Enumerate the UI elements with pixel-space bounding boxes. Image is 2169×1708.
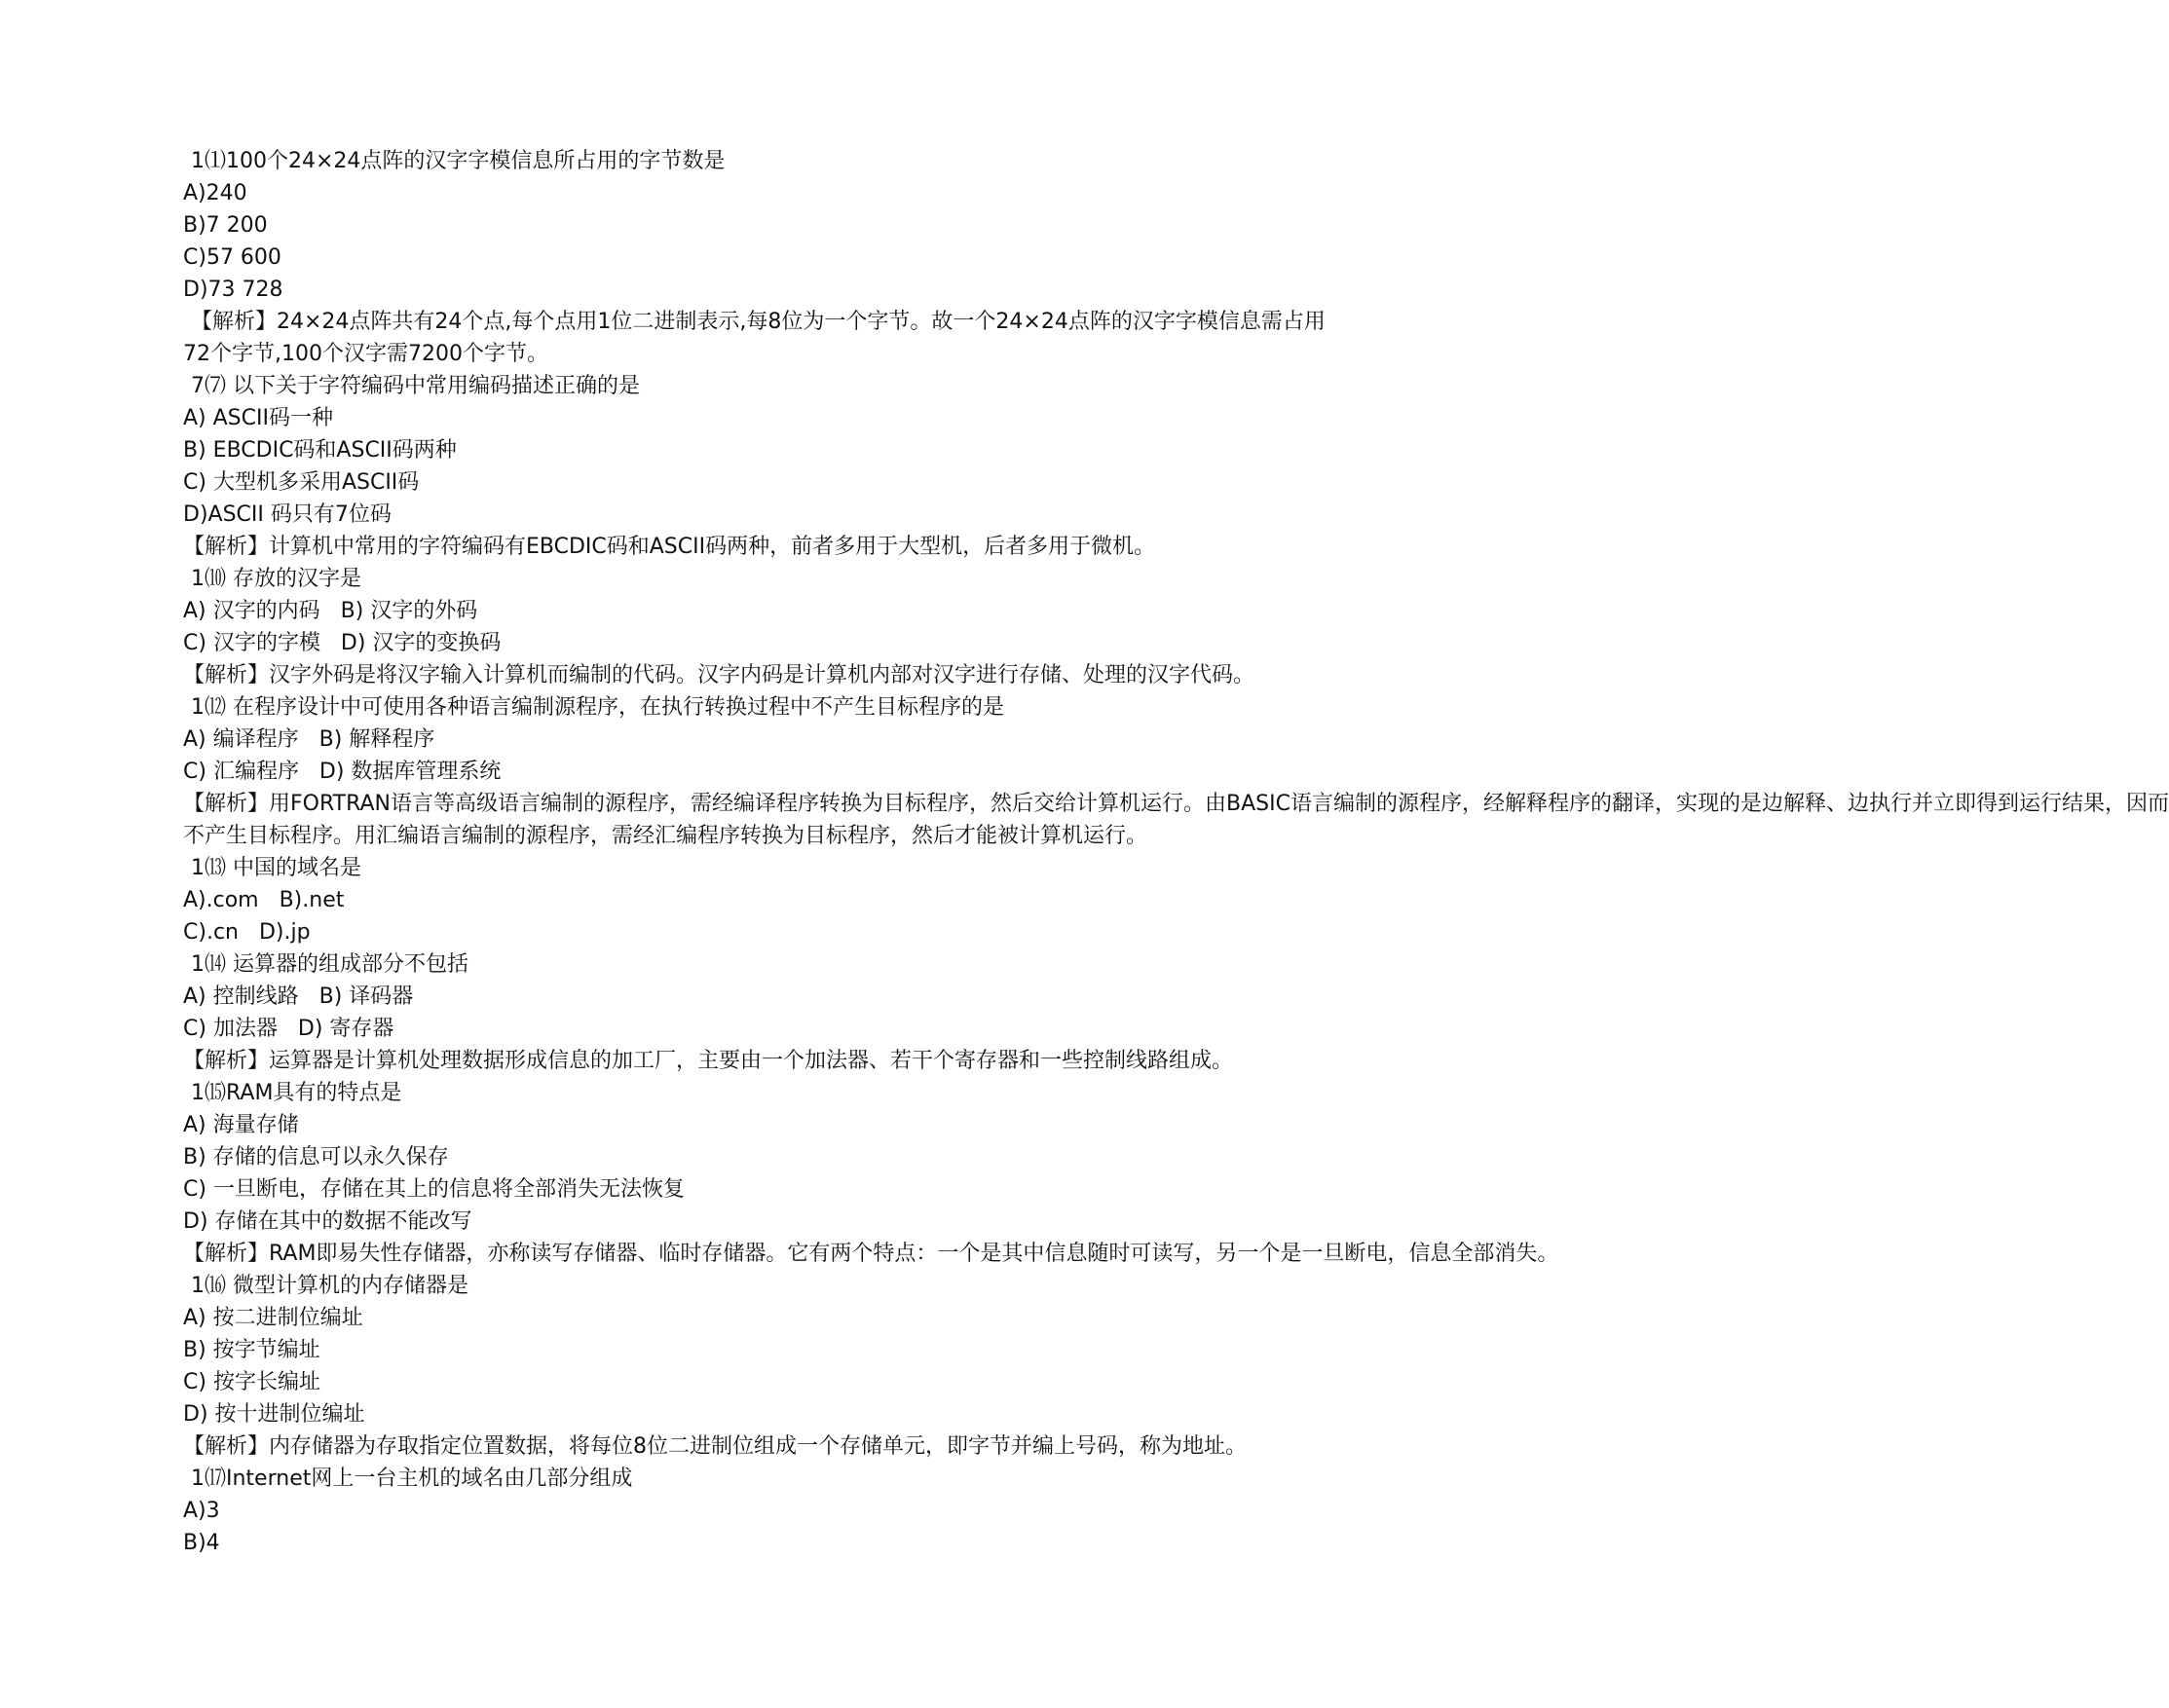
question-1-analysis-cont: 72个字节,100个汉字需7200个字节。	[183, 342, 548, 366]
question-16-option-c: C) 按字长编址	[183, 1370, 320, 1394]
question-1-option-a: A)240	[183, 181, 247, 205]
question-12-analysis-cont: 不产生目标程序。用汇编语言编制的源程序，需经汇编程序转换为目标程序，然后才能被计算机运行。	[183, 824, 1148, 848]
question-13-options-ab: A).com B).net	[183, 888, 345, 912]
question-10-stem: 1⑽ 存放的汉字是	[191, 567, 361, 591]
question-7-analysis: 【解析】计算机中常用的字符编码有EBCDIC码和ASCII码两种，前者多用于大型机，后者多用于微机。	[183, 535, 1156, 559]
question-1-option-c: C)57 600	[183, 245, 281, 270]
question-13-stem: 1⒀ 中国的域名是	[191, 856, 361, 880]
question-12-analysis: 【解析】用FORTRAN语言等高级语言编制的源程序，需经编译程序转换为目标程序，然后交给计算机运行。由BASIC语言编制的源程序，经解释程序的翻译，实现的是边解释、边执行并立即得到运行结果，因而	[183, 792, 2169, 816]
question-15-option-c: C) 一旦断电，存储在其上的信息将全部消失无法恢复	[183, 1177, 685, 1202]
question-15-option-b: B) 存储的信息可以永久保存	[183, 1145, 449, 1170]
question-15-stem: 1⒂RAM具有的特点是	[191, 1081, 402, 1105]
question-16-analysis: 【解析】内存储器为存取指定位置数据，将每位8位二进制位组成一个存储单元，即字节并编上号码，称为地址。	[183, 1434, 1248, 1459]
question-15-analysis: 【解析】RAM即易失性存储器，亦称读写存储器、临时存储器。它有两个特点：一个是其中信息随时可读写，另一个是一旦断电，信息全部消失。	[183, 1242, 1559, 1266]
question-13-options-cd: C).cn D).jp	[183, 920, 311, 945]
question-14-stem: 1⒁ 运算器的组成部分不包括	[191, 952, 468, 977]
question-15-option-d: D) 存储在其中的数据不能改写	[183, 1209, 472, 1234]
question-14-options-cd: C) 加法器 D) 寄存器	[183, 1017, 394, 1041]
question-14-options-ab: A) 控制线路 B) 译码器	[183, 984, 414, 1009]
question-17-option-b: B)4	[183, 1531, 220, 1555]
question-1-option-b: B)7 200	[183, 213, 268, 238]
question-16-option-b: B) 按字节编址	[183, 1338, 320, 1362]
question-7-option-b: B) EBCDIC码和ASCII码两种	[183, 438, 457, 463]
question-10-analysis: 【解析】汉字外码是将汉字输入计算机而编制的代码。汉字内码是计算机内部对汉字进行存储、处理的汉字代码。	[183, 663, 1255, 687]
question-10-options-cd: C) 汉字的字模 D) 汉字的变换码	[183, 631, 502, 655]
question-1-stem: 1⑴100个24×24点阵的汉字字模信息所占用的字节数是	[191, 149, 726, 173]
question-7-option-c: C) 大型机多采用ASCII码	[183, 470, 420, 495]
question-16-option-a: A) 按二进制位编址	[183, 1306, 363, 1330]
question-7-stem: 7⑺ 以下关于字符编码中常用编码描述正确的是	[191, 374, 640, 398]
question-14-analysis: 【解析】运算器是计算机处理数据形成信息的加工厂，主要由一个加法器、若干个寄存器和一些控制线路组成。	[183, 1049, 1234, 1073]
question-16-stem: 1⒃ 微型计算机的内存储器是	[191, 1274, 468, 1298]
question-12-options-cd: C) 汇编程序 D) 数据库管理系统	[183, 760, 502, 784]
question-12-options-ab: A) 编译程序 B) 解释程序	[183, 727, 435, 752]
question-7-option-a: A) ASCII码一种	[183, 406, 333, 430]
question-15-option-a: A) 海量存储	[183, 1113, 299, 1137]
question-17-stem: 1⒄Internet网上一台主机的域名由几部分组成	[191, 1467, 633, 1491]
question-7-option-d: D)ASCII 码只有7位码	[183, 502, 392, 527]
question-12-stem: 1⑿ 在程序设计中可使用各种语言编制源程序，在执行转换过程中不产生目标程序的是	[191, 695, 1004, 720]
question-1-analysis: 【解析】24×24点阵共有24个点,每个点用1位二进制表示,每8位为一个字节。故一个24×24点阵的汉字字模信息需占用	[191, 310, 1326, 334]
question-1-option-d: D)73 728	[183, 278, 283, 302]
question-17-option-a: A)3	[183, 1499, 220, 1523]
question-10-options-ab: A) 汉字的内码 B) 汉字的外码	[183, 599, 478, 623]
question-16-option-d: D) 按十进制位编址	[183, 1402, 365, 1427]
